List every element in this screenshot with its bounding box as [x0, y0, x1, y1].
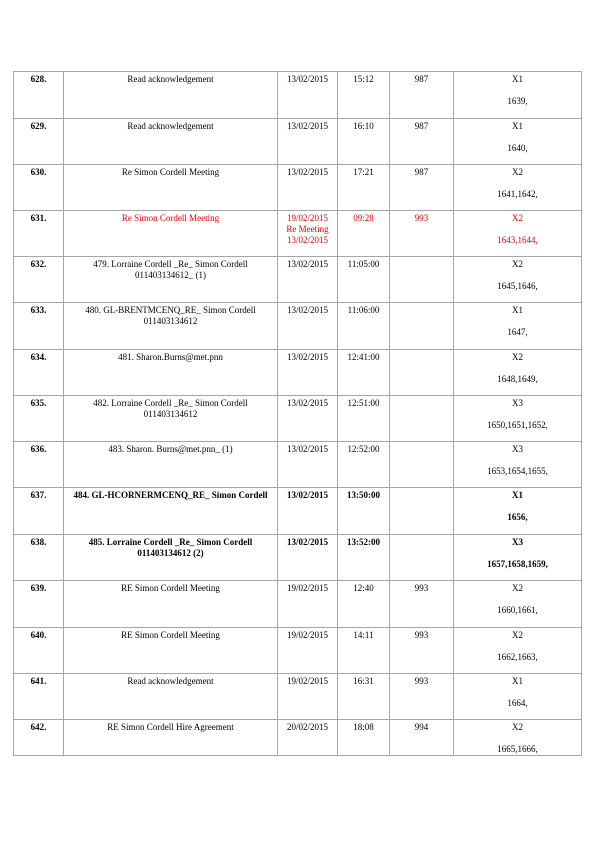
row-description: RE Simon Cordell Hire Agreement: [64, 720, 278, 756]
row-pages: [454, 165, 582, 211]
row-time: 12:40: [338, 581, 390, 628]
row-number: 638.: [14, 535, 64, 581]
page-count: X1: [512, 121, 523, 131]
page-count: X2: [512, 630, 523, 640]
row-pages: [454, 628, 582, 674]
row-description: Read acknowledgement: [64, 72, 278, 119]
page-count: X3: [512, 537, 523, 547]
row-time: 15:12: [338, 72, 390, 119]
row-code: [390, 257, 454, 303]
page-count: X1: [512, 676, 523, 686]
row-number: 640.: [14, 628, 64, 674]
row-number: 641.: [14, 674, 64, 720]
row-code: [390, 303, 454, 350]
row-date: 13/02/2015: [278, 165, 338, 211]
row-description: 482. Lorraine Cordell _Re_ Simon Cordell 011403134612: [64, 396, 278, 442]
row-description: 481. Sharon.Burns@met.pnn: [64, 350, 278, 396]
row-pages: [454, 396, 582, 442]
row-time: 13:50:00: [338, 488, 390, 535]
page-list: 1662,1663,: [497, 652, 538, 662]
row-code: [390, 488, 454, 535]
row-time: 18:08: [338, 720, 390, 756]
page-list: 1643,1644,: [497, 235, 538, 245]
table-row: [14, 350, 582, 396]
row-pages: [454, 350, 582, 396]
page-list: 1639,: [507, 96, 528, 106]
row-date: 20/02/2015: [278, 720, 338, 756]
page-count: X1: [512, 74, 523, 84]
row-pages: [454, 119, 582, 165]
row-date: 13/02/2015: [278, 257, 338, 303]
row-pages: [454, 211, 582, 257]
row-date: [278, 211, 338, 257]
page-count: X3: [512, 398, 523, 408]
row-number: 635.: [14, 396, 64, 442]
page-count: X1: [512, 305, 523, 315]
row-number: 630.: [14, 165, 64, 211]
row-pages: [454, 535, 582, 581]
row-date-secondary: 13/02/2015: [286, 235, 328, 245]
row-number: 634.: [14, 350, 64, 396]
row-code: 994: [390, 720, 454, 756]
row-date: 13/02/2015: [278, 535, 338, 581]
row-date: 19/02/2015: [278, 581, 338, 628]
page-list: 1650,1651,1652,: [487, 420, 548, 430]
page-list: 1640,: [507, 143, 528, 153]
row-code: 993: [390, 674, 454, 720]
row-description: 480. GL-BRENTMCENQ_RE_ Simon Cordell 011403134612: [64, 303, 278, 350]
row-pages: [454, 442, 582, 488]
page-list: 1657,1658,1659,: [487, 559, 548, 569]
row-code: 993: [390, 628, 454, 674]
row-pages: [454, 257, 582, 303]
row-code: 993: [390, 581, 454, 628]
row-date: 19/02/2015: [278, 674, 338, 720]
table-row: [14, 165, 582, 211]
row-number: 629.: [14, 119, 64, 165]
row-time: 12:52:00: [338, 442, 390, 488]
row-code: 987: [390, 119, 454, 165]
table-row-highlighted: [14, 211, 582, 257]
row-time: 13:52:00: [338, 535, 390, 581]
row-date-note: Re Meeting: [286, 224, 329, 234]
row-date: 19/02/2015: [278, 628, 338, 674]
page-count: X2: [512, 213, 523, 223]
row-date-primary: 19/02/2015: [286, 213, 328, 223]
page-count: X3: [512, 444, 523, 454]
row-description: Re Simon Cordell Meeting: [64, 165, 278, 211]
row-time: 09:28: [338, 211, 390, 257]
page-list: 1641,1642,: [497, 189, 538, 199]
row-date: 13/02/2015: [278, 303, 338, 350]
row-description: 485. Lorraine Cordell _Re_ Simon Cordell 011403134612 (2): [64, 535, 278, 581]
row-code: [390, 442, 454, 488]
row-time: 16:10: [338, 119, 390, 165]
row-code: [390, 396, 454, 442]
row-time: 14:11: [338, 628, 390, 674]
row-time: 12:51:00: [338, 396, 390, 442]
page-list: 1665,1666,: [497, 744, 538, 754]
row-pages: [454, 303, 582, 350]
row-description: 484. GL-HCORNERMCENQ_RE_ Simon Cordell: [64, 488, 278, 535]
row-number: 631.: [14, 211, 64, 257]
row-description: Read acknowledgement: [64, 674, 278, 720]
table-row: [14, 628, 582, 674]
row-code: [390, 535, 454, 581]
row-date: 13/02/2015: [278, 119, 338, 165]
page-count: X2: [512, 722, 523, 732]
row-number: 632.: [14, 257, 64, 303]
row-date: 13/02/2015: [278, 442, 338, 488]
table-row: [14, 257, 582, 303]
row-number: 637.: [14, 488, 64, 535]
row-time: 11:05:00: [338, 257, 390, 303]
row-description: Re Simon Cordell Meeting: [64, 211, 278, 257]
row-date: 13/02/2015: [278, 488, 338, 535]
row-number: 642.: [14, 720, 64, 756]
row-description: RE Simon Cordell Meeting: [64, 628, 278, 674]
page-count: X2: [512, 167, 523, 177]
row-code: 987: [390, 72, 454, 119]
page-list: 1660,1661,: [497, 605, 538, 615]
row-description: 479. Lorraine Cordell _Re_ Simon Cordell 011403134612_ (1): [64, 257, 278, 303]
table-row: [14, 442, 582, 488]
page-count: X2: [512, 583, 523, 593]
page-count: X1: [512, 490, 523, 500]
row-number: 639.: [14, 581, 64, 628]
table-row: [14, 720, 582, 756]
row-description: Read acknowledgement: [64, 119, 278, 165]
row-description: 483. Sharon. Burns@met.pnn_ (1): [64, 442, 278, 488]
page-list: 1653,1654,1655,: [487, 466, 548, 476]
row-number: 633.: [14, 303, 64, 350]
row-code: 987: [390, 165, 454, 211]
row-date: 13/02/2015: [278, 396, 338, 442]
table-row-bold: [14, 488, 582, 535]
table-row-bold: [14, 535, 582, 581]
row-pages: [454, 720, 582, 756]
page-count: X2: [512, 259, 523, 269]
row-description: RE Simon Cordell Meeting: [64, 581, 278, 628]
table-row: [14, 674, 582, 720]
row-time: 16:31: [338, 674, 390, 720]
row-code: [390, 350, 454, 396]
document-log-table: [13, 71, 582, 756]
row-time: 12:41:00: [338, 350, 390, 396]
row-pages: [454, 488, 582, 535]
page-list: 1647,: [507, 327, 528, 337]
page-list: 1656,: [507, 512, 528, 522]
row-number: 636.: [14, 442, 64, 488]
table-row: [14, 396, 582, 442]
page-list: 1664,: [507, 698, 528, 708]
row-date: 13/02/2015: [278, 72, 338, 119]
row-pages: [454, 674, 582, 720]
page-list: 1645,1646,: [497, 281, 538, 291]
page-list: 1648,1649,: [497, 374, 538, 384]
row-number: 628.: [14, 72, 64, 119]
row-pages: [454, 72, 582, 119]
row-date: 13/02/2015: [278, 350, 338, 396]
row-code: 993: [390, 211, 454, 257]
table-row: [14, 119, 582, 165]
row-pages: [454, 581, 582, 628]
table-row: [14, 303, 582, 350]
table-row: [14, 72, 582, 119]
row-time: 17:21: [338, 165, 390, 211]
row-time: 11:06:00: [338, 303, 390, 350]
table-row: [14, 581, 582, 628]
page-count: X2: [512, 352, 523, 362]
